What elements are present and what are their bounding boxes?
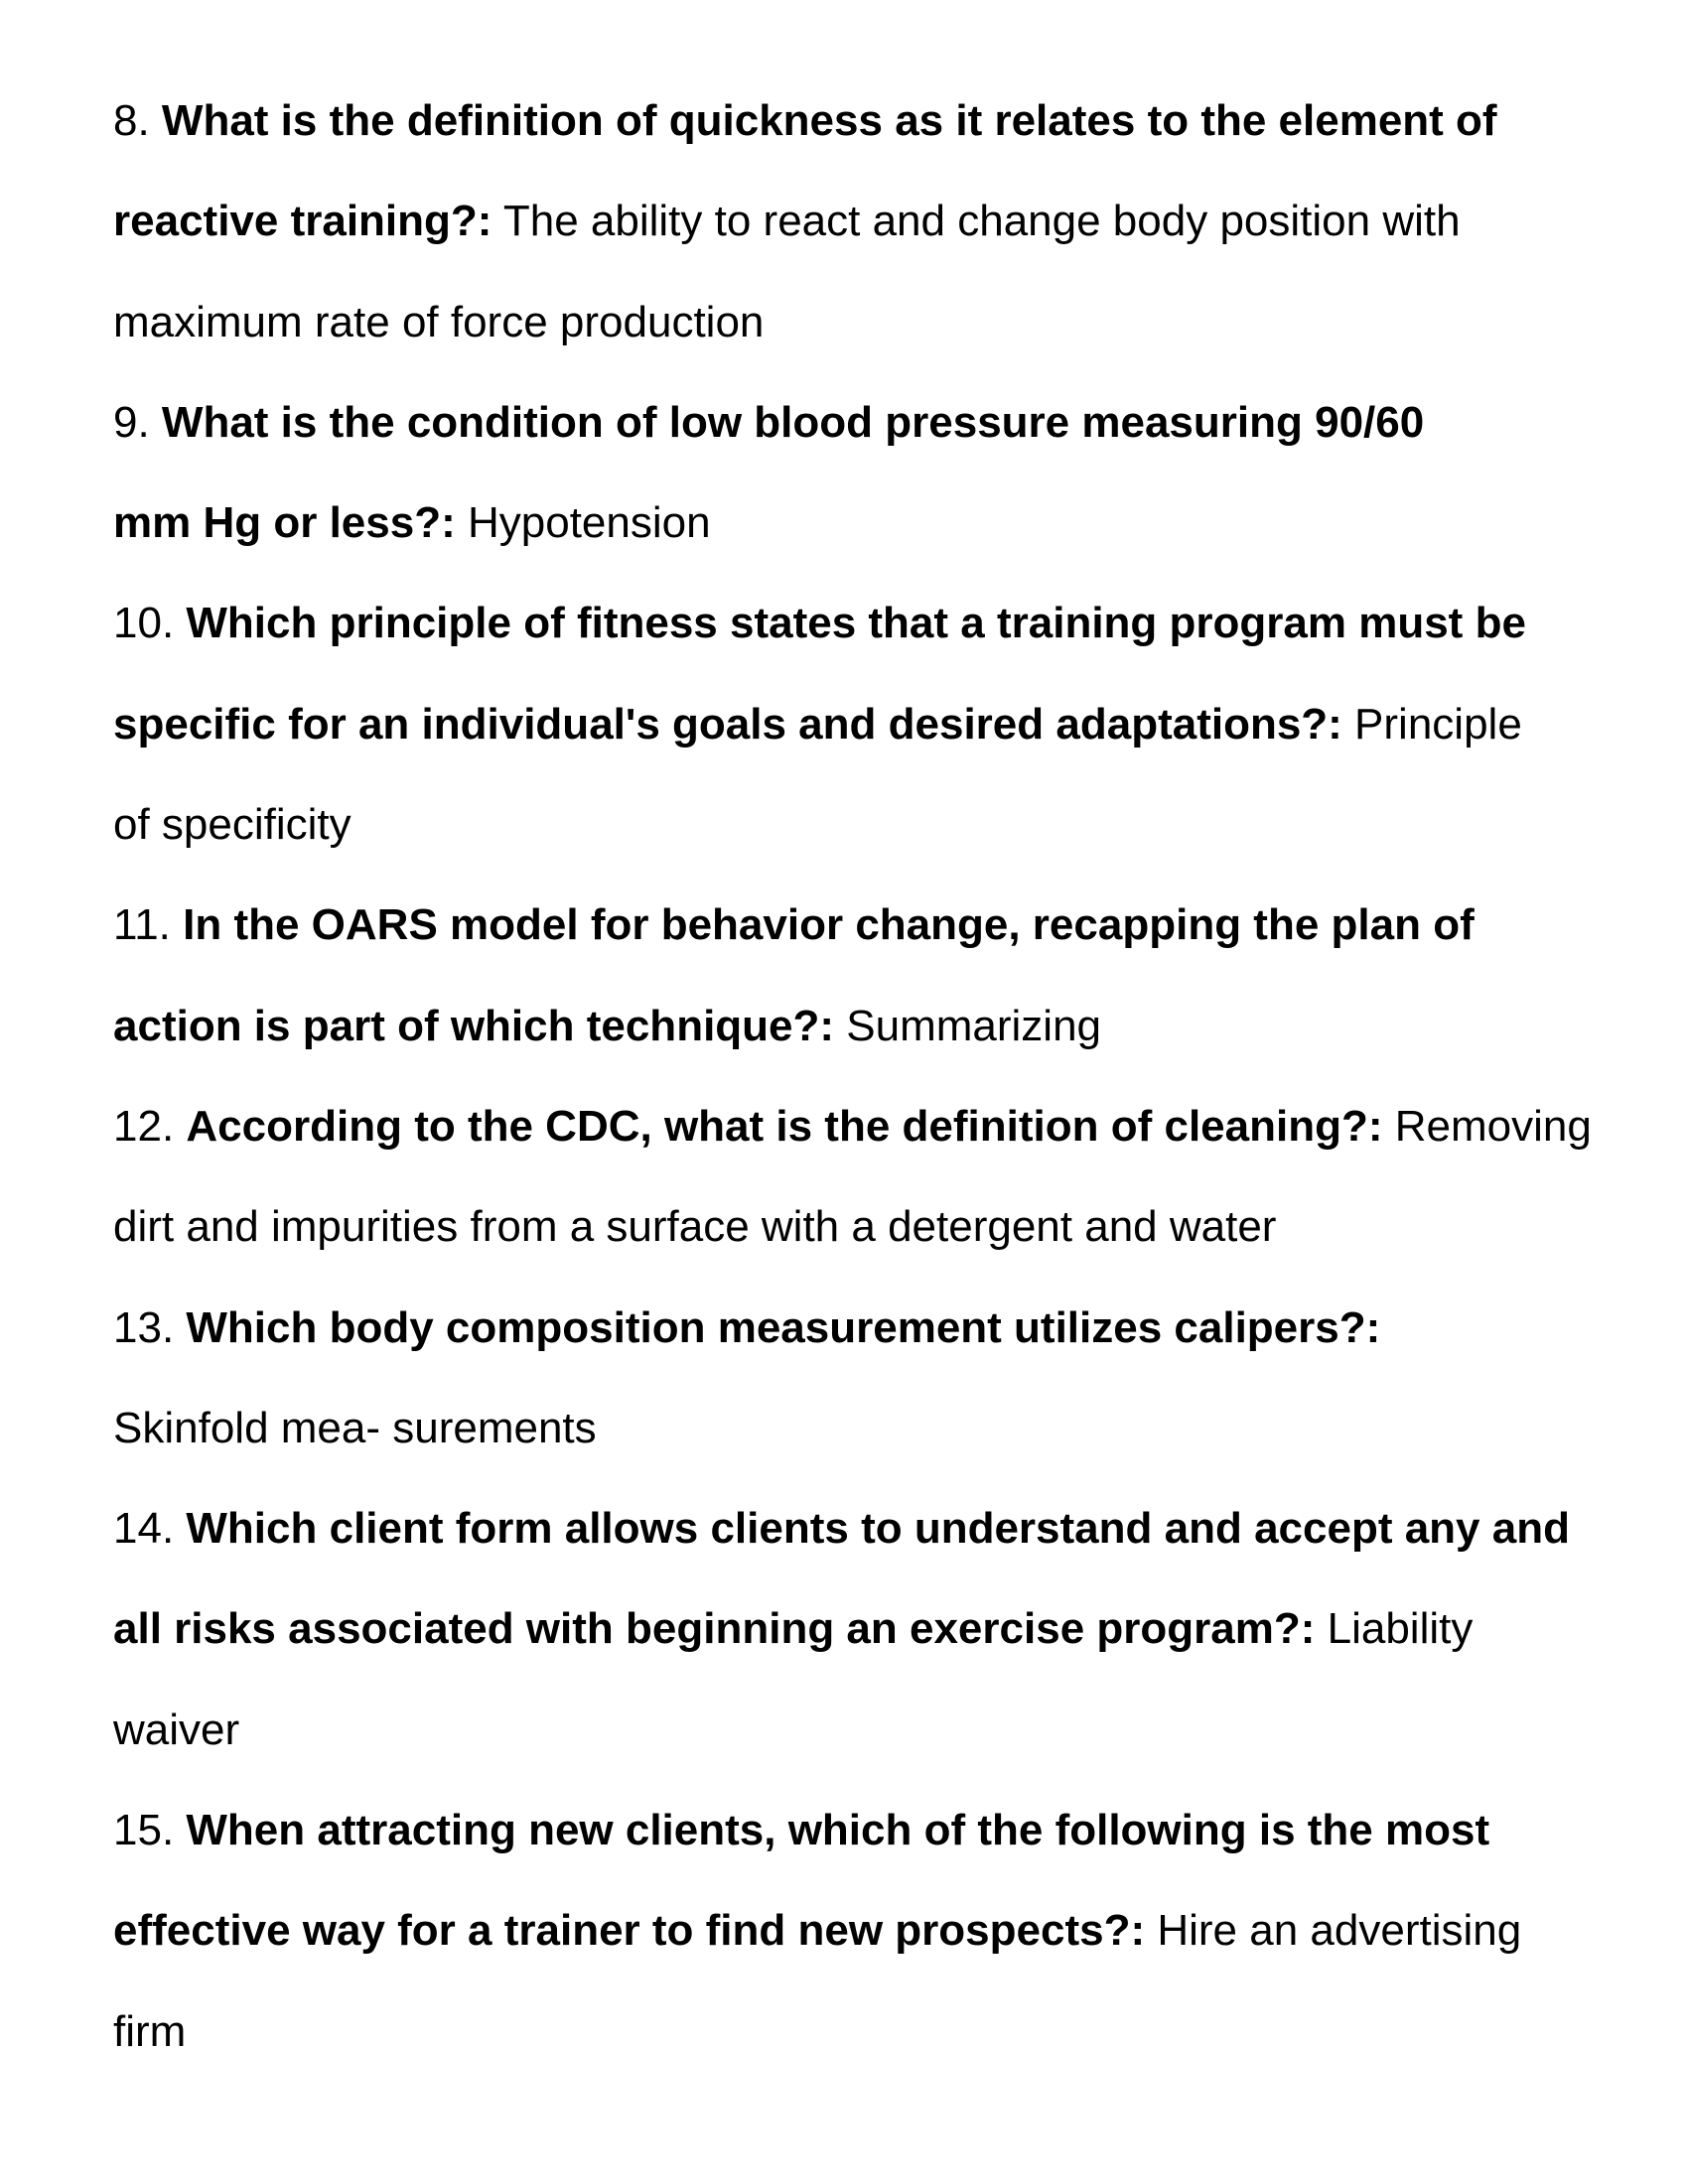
text-line: [113, 171, 1583, 271]
question-text: According to the CDC, what is the definition of cleaning?:: [186, 1101, 1383, 1151]
text-line: [113, 875, 1583, 975]
answer-text: waiver: [113, 1705, 240, 1754]
question-text: specific for an individual's goals and desired adaptations?:: [113, 699, 1342, 749]
text-line: [113, 1680, 1583, 1780]
answer-text: Hire an advertising: [1145, 1906, 1522, 1956]
answer-text: The ability to react and change body position with: [492, 197, 1461, 246]
answer-text: Principle: [1341, 699, 1522, 749]
question-text: What is the condition of low blood pressure measuring 90/60: [161, 397, 1425, 447]
question-text: all risks associated with beginning an exercise program?:: [113, 1604, 1316, 1654]
answer-text: Skinfold mea- surements: [113, 1403, 597, 1452]
answer-text: Summarizing: [834, 1001, 1102, 1050]
flashcard-document: [113, 70, 1592, 2082]
answer-text: Hypotension: [455, 498, 711, 548]
question-text: effective way for a trainer to find new prospects?:: [113, 1906, 1146, 1956]
answer-text: Removing: [1382, 1101, 1592, 1151]
item-number: 13.: [113, 1302, 187, 1352]
answer-text: Liability: [1315, 1604, 1474, 1654]
text-line: [113, 1578, 1583, 1679]
question-text: Which body composition measurement utilizes calipers?:: [186, 1302, 1381, 1352]
question-text: reactive training?:: [113, 197, 492, 246]
question-text: action is part of which technique?:: [113, 1001, 835, 1050]
question-text: When attracting new clients, which of the following is the most: [186, 1806, 1490, 1855]
text-line: [113, 976, 1583, 1076]
text-line: [113, 1076, 1592, 1176]
question-text: Which principle of fitness states that a training program must be: [186, 599, 1526, 648]
text-line: [113, 372, 1583, 473]
text-line: [113, 272, 1583, 372]
item-number: 14.: [113, 1504, 187, 1554]
text-line: [113, 1780, 1583, 1880]
question-text: mm Hg or less?:: [113, 498, 456, 548]
text-line: [113, 1278, 1583, 1378]
text-line: [113, 1981, 1583, 2082]
answer-text: dirt and impurities from a surface with a detergent and water: [113, 1202, 1277, 1252]
item-number: 15.: [113, 1806, 187, 1855]
answer-text: firm: [113, 2006, 187, 2056]
text-line: [113, 774, 1583, 875]
question-text: In the OARS model for behavior change, recapping the plan of: [183, 900, 1475, 950]
text-line: [113, 573, 1583, 673]
text-line: [113, 70, 1583, 171]
item-number: 11.: [113, 900, 184, 950]
text-line: [113, 1478, 1583, 1578]
text-line: [113, 1176, 1583, 1277]
text-line: [113, 1378, 1583, 1478]
answer-text: maximum rate of force production: [113, 297, 765, 346]
question-text: Which client form allows clients to understand and accept any and: [186, 1504, 1570, 1554]
answer-text: of specificity: [113, 800, 352, 850]
item-number: 9.: [113, 397, 162, 447]
item-number: 12.: [113, 1101, 187, 1151]
text-line: [113, 1880, 1583, 1980]
text-line: [113, 674, 1583, 774]
item-number: 8.: [113, 96, 162, 145]
question-text: What is the definition of quickness as it relates to the element of: [161, 96, 1497, 145]
item-number: 10.: [113, 599, 187, 648]
text-line: [113, 473, 1583, 573]
